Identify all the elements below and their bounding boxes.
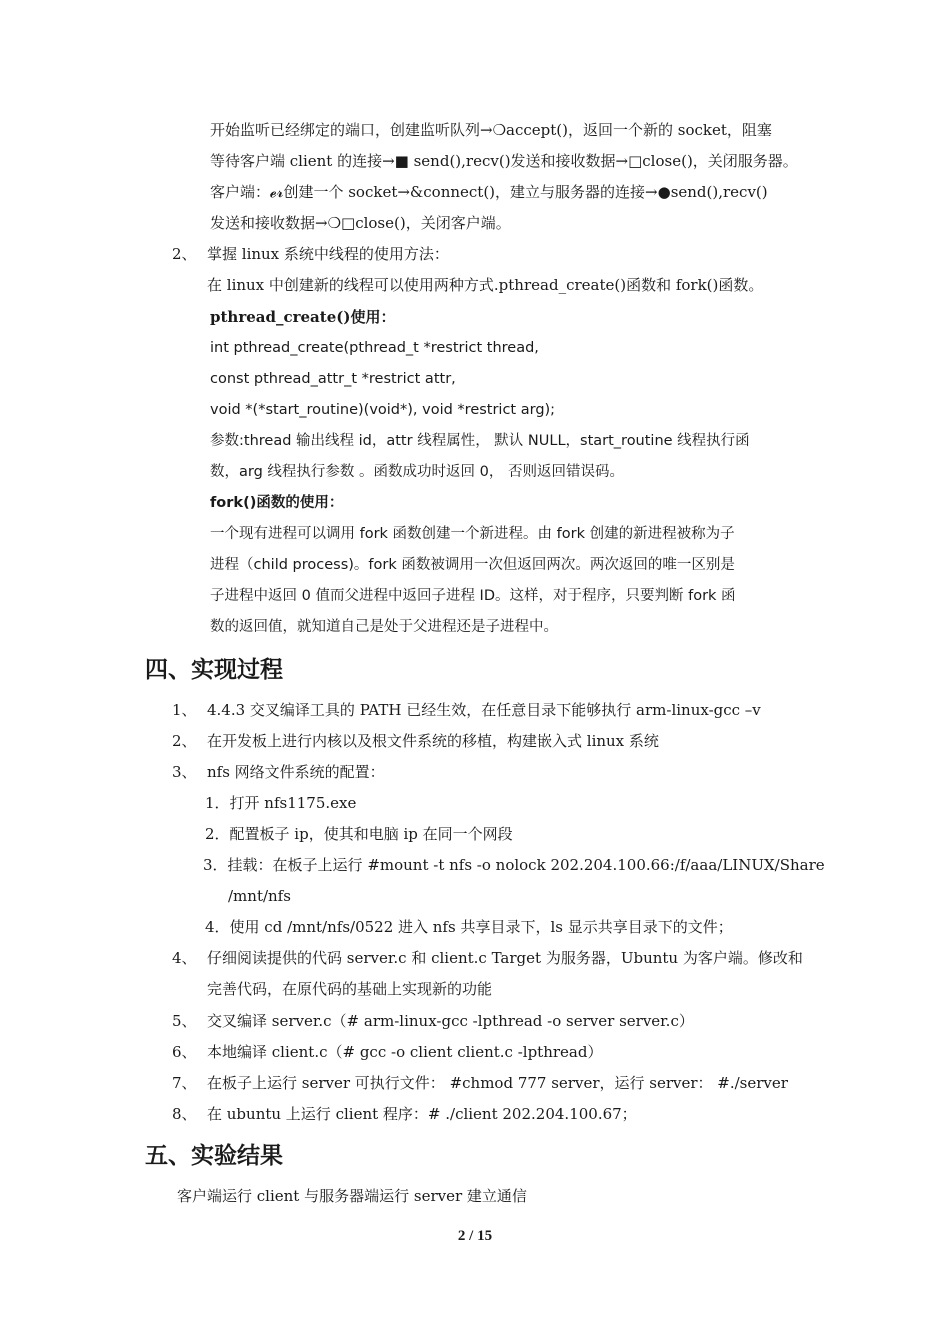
list-number: 5、 [172, 1012, 197, 1030]
list-number: 8、 [172, 1105, 197, 1123]
sub-item: 4．使用 cd /mnt/nfs/0522 进入 nfs 共享目录下，ls 显示共享目录下的文件； [205, 918, 733, 936]
code-line-3: void *(*start_routine)(void*), void *restrict arg); [210, 402, 556, 418]
list-item: 交叉编译 server.c（# arm-linux-gcc -lpthread -o server server.c） [207, 1012, 694, 1030]
list-item: nfs 网络文件系统的配置： [207, 763, 385, 781]
list-item: 在开发板上进行内核以及根文件系统的移植，构建嵌入式 linux 系统 [207, 732, 659, 750]
section-4-heading: 四、实现过程 [145, 657, 283, 683]
list-number: 1、 [172, 701, 197, 719]
fork-line-1: 一个现有进程可以调用 fork 函数创建一个新进程。由 fork 创建的新进程被称为子 [210, 526, 735, 542]
item2-title: 掌握 linux 系统中线程的使用方法： [207, 245, 449, 263]
list-number: 2、 [172, 732, 197, 750]
list-number: 7、 [172, 1074, 197, 1092]
list-item-continuation: 完善代码，在原代码的基础上实现新的功能 [207, 980, 493, 998]
section-5-text: 客户端运行 client 与服务器端运行 server 建立通信 [177, 1187, 527, 1205]
list-number: 6、 [172, 1043, 197, 1061]
params-line-2: 数，arg 线程执行参数 。函数成功时返回 0， 否则返回错误码。 [210, 464, 624, 480]
list-number: 3、 [172, 763, 197, 781]
list-item: 4.4.3 交叉编译工具的 PATH 已经生效，在任意目录下能够执行 arm-linux-gcc –v [207, 701, 761, 719]
intro-line-2: 等待客户端 client 的连接→■ send(),recv()发送和接收数据→□close()，关闭服务器。 [210, 152, 798, 170]
list-item: 在 ubuntu 上运行 client 程序：# ./client 202.204.100.67； [207, 1105, 637, 1123]
list-number: 2、 [172, 245, 197, 263]
sub-item: 2．配置板子 ip，使其和电脑 ip 在同一个网段 [205, 825, 513, 843]
params-line-1: 参数:thread 输出线程 id，attr 线程属性， 默认 NULL，start_routine 线程执行函 [210, 433, 750, 449]
fork-heading: fork()函数的使用： [210, 495, 344, 511]
list-number: 4、 [172, 949, 197, 967]
section-5-heading: 五、实验结果 [145, 1143, 283, 1169]
sub-item: 3．挂载：在板子上运行 #mount -t nfs -o nolock 202.204.100.66:/f/aaa/LINUX/Share [203, 856, 825, 874]
sub-item: 1．打开 nfs1175.exe [205, 794, 357, 812]
page-number: 2 / 15 [457, 1228, 493, 1244]
list-item: 在板子上运行 server 可执行文件： #chmod 777 server，运行 server： #./server [207, 1074, 788, 1092]
code-line-2: const pthread_attr_t *restrict attr, [210, 371, 456, 387]
pthread-heading: pthread_create()使用： [210, 308, 396, 326]
intro-line-4: 发送和接收数据→❍□close()，关闭客户端。 [210, 214, 511, 232]
list-item: 本地编译 client.c（# gcc -o client client.c -lpthread） [207, 1043, 603, 1061]
fork-line-3: 子进程中返回 0 值而父进程中返回子进程 ID。这样，对于程序，只要判断 fork 函 [210, 588, 736, 604]
intro-line-1: 开始监听已经绑定的端口，创建监听队列→❍accept()，返回一个新的 socket，阻塞 [210, 121, 772, 139]
intro-line-3: 客户端：𝓮𝓻创建一个 socket→&connect()，建立与服务器的连接→●send(),recv() [210, 183, 768, 201]
item2-desc: 在 linux 中创建新的线程可以使用两种方式.pthread_create()函数和 fork()函数。 [207, 276, 764, 294]
fork-line-4: 数的返回值，就知道自己是处于父进程还是子进程中。 [210, 619, 558, 635]
code-line-1: int pthread_create(pthread_t *restrict thread, [210, 340, 539, 356]
sub-item-continuation: /mnt/nfs [228, 887, 291, 905]
fork-line-2: 进程（child process)。fork 函数被调用一次但返回两次。两次返回的唯一区别是 [210, 557, 735, 573]
list-item: 仔细阅读提供的代码 server.c 和 client.c Target 为服务器，Ubuntu 为客户端。修改和 [207, 949, 803, 967]
